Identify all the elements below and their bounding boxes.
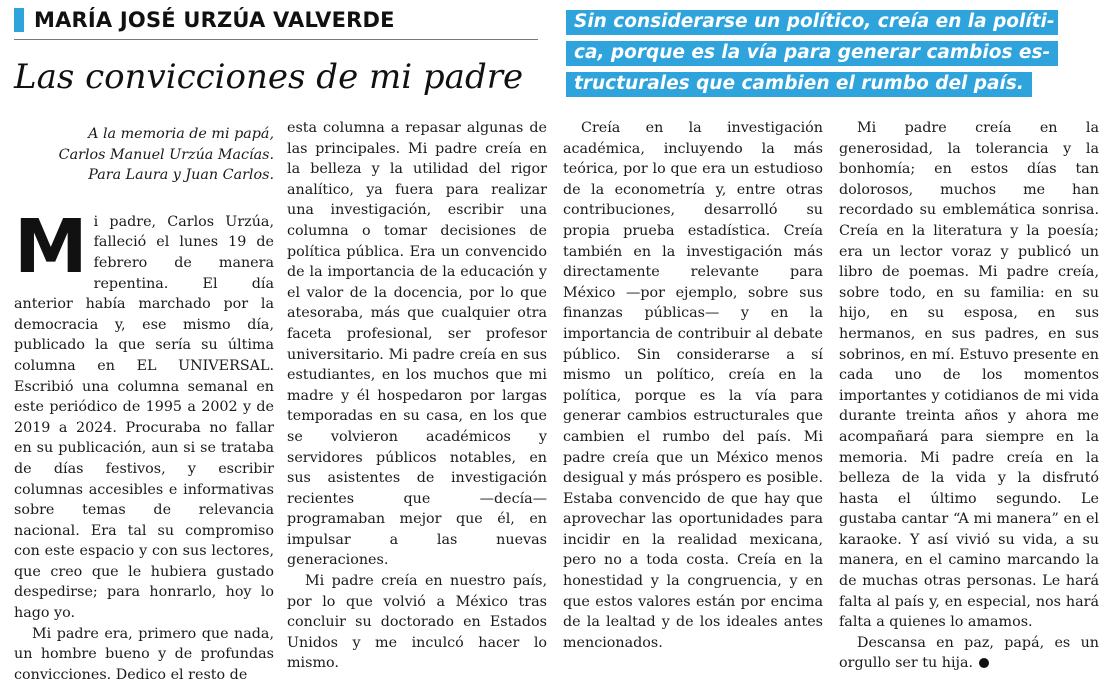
headline: Las convicciones de mi padre: [14, 57, 524, 97]
closing-text: Descansa en paz, papá, es un orgullo ser tu hija.: [839, 634, 1099, 672]
end-mark-icon: [979, 658, 989, 668]
dedication-line: A la memoria de mi papá,: [88, 126, 274, 142]
article-column-3: [563, 118, 823, 653]
drop-cap: M: [14, 203, 88, 290]
dedication-line: Para Laura y Juan Carlos.: [88, 167, 274, 184]
pull-quote-line: Sin considerarse un político, creía en la políti-: [566, 6, 1058, 37]
article-column-1: [14, 118, 274, 685]
pull-quote-line: tructurales que cambien el rumbo del país.: [566, 68, 1058, 99]
author-accent-bar: [14, 8, 24, 32]
paragraph: [14, 203, 274, 624]
dedication: [14, 124, 274, 186]
paragraph: Creía en la investigación académica, incluyendo la más teórica, por lo que era un estudioso de la econometría y, entre otras contribuciones, desarrolló su propia prueba estadística. Creía también en la investigación más directamente relevante para México —por ejemplo, sobre sus finanzas públicas— y en la importancia de contribuir al debate público. Sin considerarse a sí mismo un político, creía en la política, porque es la vía para generar cambios estructurales que cambien el rumbo del país. Mi padre creía que un México menos desigual y más próspero es posible. Estaba convencido de que hay que aprovechar las oportunidades para incidir en la realidad mexicana, pero no a toda costa. Creía en la honestidad y la congruencia, y en que estos valores están por encima de la lealtad y de los ideales antes mencionados.: [563, 120, 823, 651]
paragraph: esta columna a repasar algunas de las principales. Mi padre creía en la belleza y la utilidad del rigor analítico, ya fuera para realizar una investigación, escribir una columna o tomar decisiones de política pública. Era un convencido de la importancia de la educación y el valor de la docencia, por lo que atesoraba, más que cualquier otra faceta profesional, ser profesor universitario. Mi padre creía en sus estudiantes, en los muchos que mi madre y él hospedaron por largas temporadas en su casa, en los que se volvieron académicos y servidores públicos notables, en sus asistentes de investigación recientes que —decía— programaban mejor que él, en impulsar a las nuevas generaciones.: [287, 120, 547, 569]
author-name: MARÍA JOSÉ URZÚA VALVERDE: [34, 8, 395, 32]
paragraph: Mi padre creía en nuestro país, por lo que volvió a México tras concluir su doctorado en Estados Unidos y me inculcó hacer lo mismo.: [287, 573, 547, 672]
article-column-4: [839, 118, 1099, 674]
paragraph: [839, 633, 1099, 674]
pull-quote-line: ca, porque es la vía para generar cambios es-: [566, 37, 1058, 68]
paragraph-text: i padre, Carlos Urzúa, falleció el lunes 19 de febrero de manera repentina. El día anterior había marchado por la democracia y, ese mismo día, publicado la que sería su última columna en EL UNIVERSAL. Escribió una columna semanal en este periódico de 1995 a 2002 y de 2019 a 2024. Procuraba no fallar en su publicación, aun si se trataba de días festivos, y escribir columnas accesibles e informativas sobre temas de relevancia nacional. Era tal su compromiso con este espacio y con sus lectores, que creo que le hubiera gustado despedirse; para honrarlo, hoy lo hago yo.: [14, 213, 274, 622]
pull-quote: [566, 6, 1058, 99]
author-header: [14, 6, 538, 34]
paragraph: Mi padre creía en la generosidad, la tolerancia y la bonhomía; en estos días tan dolorosos, muchos me han recordado su emblemática sonrisa. Creía en la literatura y la poesía; era un lector voraz y publicó un libro de poemas. Mi padre creía, sobre todo, en su familia: en su hijo, en su esposa, en sus hermanos, en sus padres, en sus sobrinos, en mí. Estuvo presente en cada uno de los momentos importantes y cotidianos de mi vida durante treinta años y ahora me acompañará para siempre en la memoria. Mi padre creía en la belleza de la vida y la disfrutó hasta el último segundo. Le gustaba cantar “A mi manera” en el karaoke. Y así vivió su vida, a su manera, en el camino marcando la de muchas otras personas. Le hará falta al país y, en especial, nos hará falta a quienes lo amamos.: [839, 120, 1100, 631]
article-column-2: [287, 118, 547, 674]
paragraph: Mi padre era, primero que nada, un hombre bueno y de profundas convicciones. Dedico el resto de: [14, 625, 274, 683]
author-divider: [14, 39, 538, 40]
dedication-line: Carlos Manuel Urzúa Macías.: [58, 146, 274, 163]
